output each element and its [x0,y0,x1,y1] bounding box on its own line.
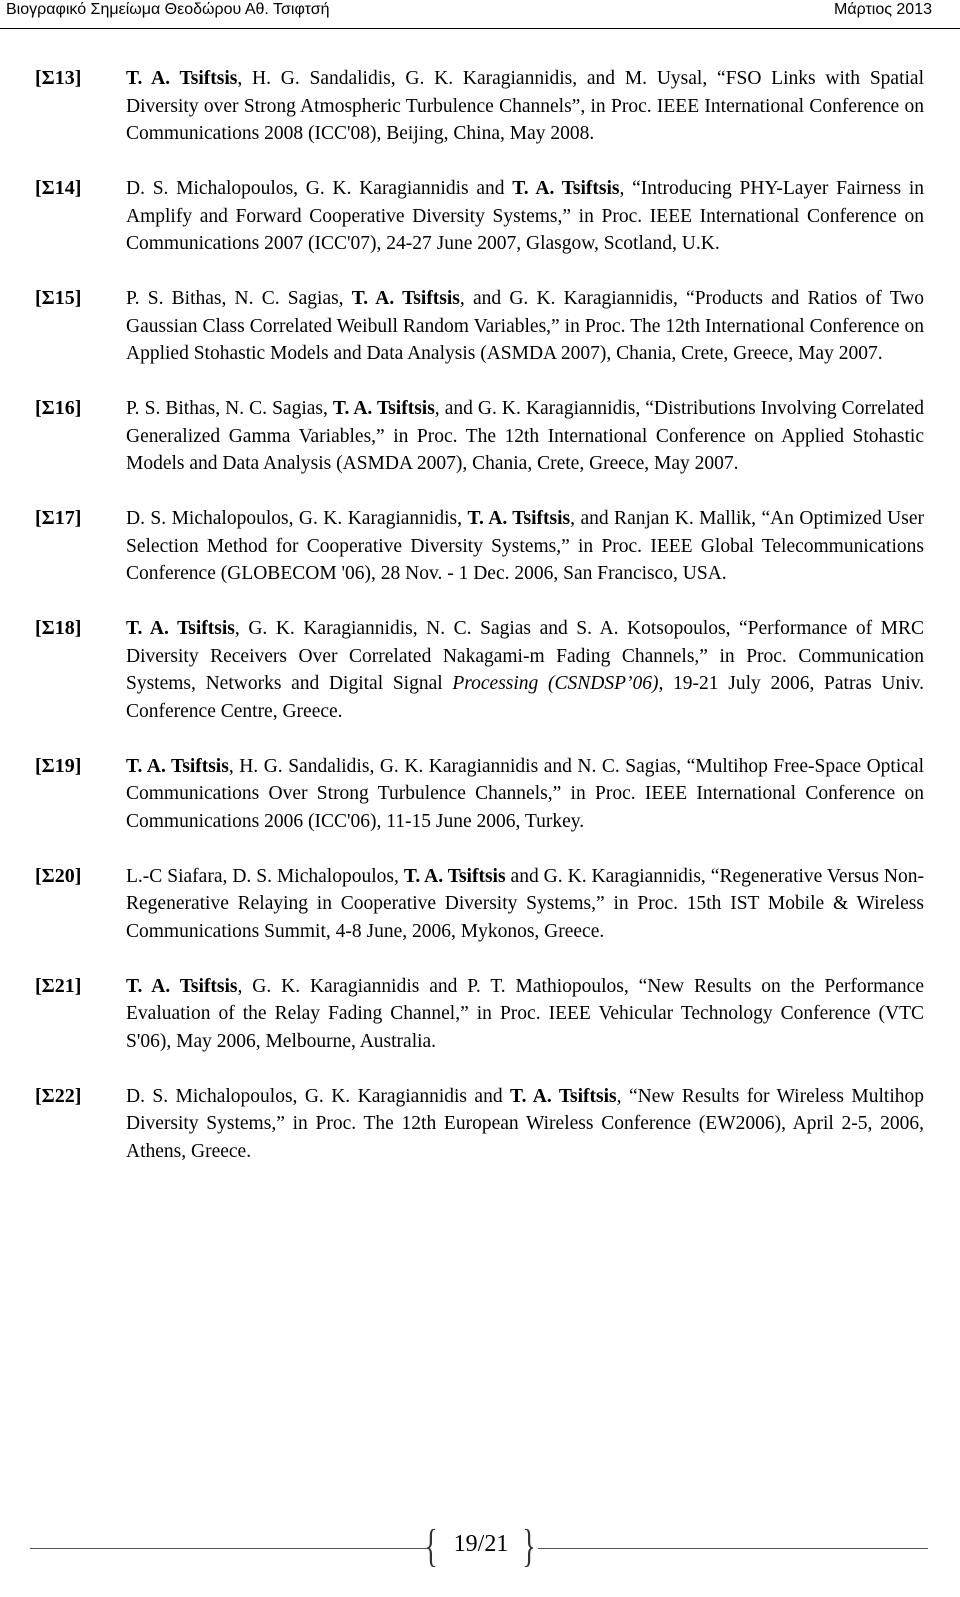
reference-label: [Σ16] [35,397,82,419]
reference-segment: , “Introducing PHY-Layer Fairness in Amplify and Forward Cooperative Diversity Systems,” in Proc. IEEE International Conference on Communications 2007 (ICC'07), 24-27 June 2007, Glasgow, Scotland, U.K. [126,178,925,254]
reference-list [0,65,960,1193]
reference-segment: , G. K. Karagiannidis and P. T. Mathiopoulos, “New Results on the Performance Evaluation of the Relay Fading Channel,” in Proc. IEEE Vehicular Technology Conference (VTC S'06), May 2006, Melbourne, Australia. [126,975,924,1052]
reference-segment: D. S. Michalopoulos, G. K. Karagiannidis and [126,1085,511,1107]
header-rule [0,28,960,29]
reference-segment: Processing (CSNDSP’06) [452,673,659,694]
reference-segment: , “New Results for Wireless Multihop Diversity Systems,” in Proc. The 12th European Wireless Conference (EW2006), April 2-5, 2006, Athens, Greece. [126,1085,924,1162]
author-highlight: T. A. Tsiftsis [351,288,460,309]
reference-text [126,615,924,725]
reference-item [0,615,960,725]
reference-item [0,285,960,368]
reference-label: [Σ13] [35,67,82,89]
reference-segment: , H. G. Sandalidis, G. K. Karagiannidis and N. C. Sagias, “Multihop Free-Space Optical Communications Over Strong Turbulence Channels,” in Proc. IEEE International Conference on Communications 2006 (ICC'06), 11-15 June 2006, Turkey. [126,755,924,832]
reference-segment: and G. K. Karagiannidis, “Regenerative Versus Non-Regenerative Relaying in Cooperative Diversity Systems,” in Proc. 15th IST Mobile & Wireless Communications Summit, 4-8 June, 2006, Mykonos, Greece. [126,865,924,942]
reference-segment: P. S. Bithas, N. C. Sagias, [126,288,352,309]
page-header [0,0,960,26]
reference-segment: , and Ranjan K. Mallik, “An Optimized User Selection Method for Cooperative Diversity Systems,” in Proc. IEEE Global Telecommunications Conference (GLOBECOM '06), 28 Nov. - 1 Dec. 2006, San Francisco, USA. [126,508,925,584]
author-highlight: T. A. Tsiftsis [510,1085,617,1107]
reference-text [126,285,924,368]
reference-text [126,753,924,836]
left-brace-icon: { [424,1520,438,1571]
author-highlight: T. A. Tsiftsis [126,68,238,89]
author-highlight: T. A. Tsiftsis [512,178,620,199]
reference-segment: D. S. Michalopoulos, G. K. Karagiannidis, [126,508,468,529]
reference-text [126,65,924,148]
header-title: Βιογραφικό Σημείωμα Θεοδώρου Αθ. Τσιφτσή [6,1,330,18]
reference-segment: P. S. Bithas, N. C. Sagias, [126,398,333,419]
reference-text [126,505,924,588]
author-highlight: T. A. Tsiftsis [126,618,235,639]
reference-text [126,175,924,258]
reference-item [0,395,960,478]
reference-text [126,973,924,1056]
reference-text [126,1083,924,1166]
reference-segment: , and G. K. Karagiannidis, “Distributions Involving Correlated Generalized Gamma Variables,” in Proc. The 12th International Conference on Applied Stohastic Models and Data Analysis (ASMDA 2007), Chania, Crete, Greece, May 2007. [126,398,924,474]
reference-label: [Σ19] [35,754,82,777]
reference-label: [Σ21] [35,974,82,997]
author-highlight: T. A. Tsiftsis [467,508,571,529]
footer-rule-right [538,1548,928,1549]
reference-item [0,65,960,148]
reference-segment: , G. K. Karagiannidis, N. C. Sagias and S. A. Kotsopoulos, “Performance of MRC Diversity Receivers Over Correlated Nakagami-m Fading Channels,” in Proc. Communication Systems, Networks and Digital Signal [126,618,924,694]
right-brace-icon: } [522,1520,536,1571]
page-footer [0,1519,960,1579]
reference-item [0,505,960,588]
reference-item [0,753,960,836]
reference-label: [Σ17] [35,507,82,529]
reference-label: [Σ18] [35,617,82,639]
reference-segment: D. S. Michalopoulos, G. K. Karagiannidis and [126,178,513,199]
reference-segment: , H. G. Sandalidis, G. K. Karagiannidis, and M. Uysal, “FSO Links with Spatial Diversity over Strong Atmospheric Turbulence Channels”, in Proc. IEEE International Conference on Communications 2008 (ICC'08), Beijing, China, May 2008. [126,68,924,144]
author-highlight: T. A. Tsiftsis [332,398,435,419]
reference-text [126,863,924,946]
reference-segment: L.-C Siafara, D. S. Michalopoulos, [126,865,404,887]
reference-label: [Σ22] [35,1084,82,1107]
footer-rule-left [30,1548,428,1549]
reference-text [126,395,924,478]
reference-segment: , 19-21 July 2006, Patras Univ. Conference Centre, Greece. [126,673,924,722]
reference-segment: , and G. K. Karagiannidis, “Products and Ratios of Two Gaussian Class Correlated Weibull Random Variables,” in Proc. The 12th International Conference on Applied Stohastic Models and Data Analysis (ASMDA 2007), Chania, Crete, Greece, May 2007. [126,288,924,364]
page-number: 19/21 [453,1531,509,1557]
reference-item [0,1083,960,1166]
reference-item [0,973,960,1056]
reference-item [0,175,960,258]
author-highlight: T. A. Tsiftsis [126,755,229,777]
reference-item [0,863,960,946]
author-highlight: T. A. Tsiftsis [403,865,506,887]
reference-label: [Σ14] [35,177,82,199]
author-highlight: T. A. Tsiftsis [126,975,238,997]
header-date: Μάρτιος 2013 [834,1,932,18]
reference-label: [Σ20] [35,864,82,887]
reference-label: [Σ15] [35,287,82,309]
